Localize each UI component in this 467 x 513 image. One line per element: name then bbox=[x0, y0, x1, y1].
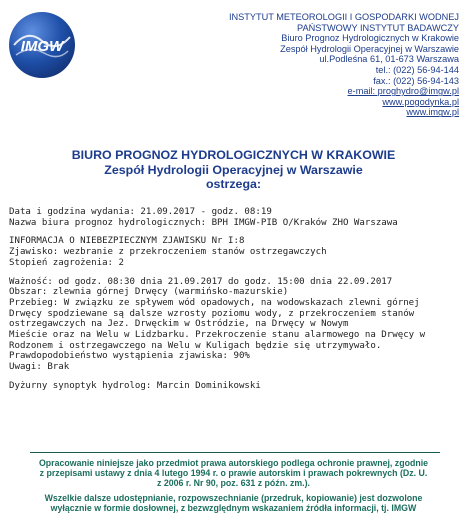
fax: fax.: (022) 56-94-143 bbox=[373, 75, 459, 86]
institute-contact-block bbox=[89, 12, 459, 118]
duty-forecaster: Dyżurny synoptyk hydrolog: Marcin Dominikowski bbox=[9, 380, 261, 391]
hazard-degree: Stopień zagrożenia: 2 bbox=[9, 257, 124, 268]
remarks: Uwagi: Brak bbox=[9, 362, 70, 373]
copyright-line: z przepisami ustawy z dnia 4 lutego 1994 r. o prawie autorskim i prawach pokrewnych (Dz. U. bbox=[39, 468, 428, 479]
warning-body bbox=[9, 207, 459, 392]
probability: Prawdopodobieństwo wystąpienia zjawiska: 90% bbox=[9, 351, 250, 362]
title-line-team: Zespół Hydrologii Operacyjnej w Warszawie bbox=[104, 162, 363, 177]
course-line: Drwęcy spodziewane są dalsze wzrosty poziomu wody, z przekroczeniem stanów bbox=[9, 308, 415, 319]
course-line: Przebieg: W związku ze spływem wód opadowych, na wodowskazach zlewni górnej bbox=[9, 297, 420, 308]
phone: tel.: (022) 56-94-144 bbox=[375, 64, 459, 75]
copyright-footer bbox=[0, 458, 467, 513]
email-link[interactable]: e-mail: proghydro@imgw.pl bbox=[347, 86, 459, 97]
logo-text: IMGW bbox=[20, 38, 64, 55]
area: Obszar: zlewnia górnej Drwęcy (warmińsko-mazurskie) bbox=[9, 287, 289, 298]
institute-name: INSTYTUT METEOROLOGII I GOSPODARKI WODNEJ bbox=[228, 12, 459, 22]
copyright-line: Opracowanie niniejsze jako przedmiot prawa autorskiego podlega ochronie prawnej, zgodnie bbox=[38, 458, 429, 468]
validity: Ważność: od godz. 08:30 dnia 21.09.2017 do godz. 15:00 dnia 22.09.2017 bbox=[9, 276, 393, 287]
info-number: INFORMACJA O NIEBEZPIECZNYM ZJAWISKU Nr I:8 bbox=[9, 236, 245, 247]
course-line: ostrzegawczych na Jez. Drwęckim w Ostródzie, na Drwęcy w Nowym bbox=[9, 319, 349, 330]
pogodynka-link[interactable]: www.pogodynka.pl bbox=[382, 96, 459, 107]
distribution-line: Wszelkie dalsze udostępnianie, rozpowszechnianie (przedruk, kopiowanie) jest dozwolone bbox=[44, 492, 423, 503]
document-header bbox=[0, 0, 467, 138]
institute-status: PAŃSTWOWY INSTYTUT BADAWCZY bbox=[297, 22, 459, 33]
distribution-line: wyłącznie w formie dosłownej, z bezwzględnym wskazaniem źródła informacji, tj. IMGW bbox=[50, 502, 417, 513]
footer-divider bbox=[30, 452, 440, 453]
imgw-logo-icon bbox=[8, 11, 76, 79]
course-line: Mieście oraz na Welu w Lidzbarku. Przekroczenie stanu alarmowego na Drwęcy w bbox=[9, 330, 426, 341]
title-line-office: BIURO PROGNOZ HYDROLOGICZNYCH W KRAKOWIE bbox=[71, 148, 396, 162]
issue-date: Data i godzina wydania: 21.09.2017 - godz. 08:19 bbox=[9, 207, 272, 217]
address: ul.Podleśna 61, 01-673 Warszawa bbox=[319, 54, 459, 65]
warning-title bbox=[0, 148, 467, 192]
office-name: Biuro Prognoz Hydrologicznych w Krakowie bbox=[281, 33, 459, 44]
title-line-warns: ostrzega: bbox=[205, 177, 262, 192]
copyright-line: z 2006 r. Nr 90, poz. 631 z późn. zm.). bbox=[156, 478, 311, 489]
imgw-link[interactable]: www.imgw.pl bbox=[406, 107, 459, 118]
team-name: Zespół Hydrologii Operacyjnej w Warszawie bbox=[280, 43, 459, 54]
office-line: Nazwa biura prognoz hydrologicznych: BPH IMGW-PIB O/Kraków ZHO Warszawa bbox=[9, 217, 398, 228]
phenomenon: Zjawisko: wezbranie z przekroczeniem stanów ostrzegawczych bbox=[9, 247, 327, 258]
course-line: Rodzonem i ostrzegawczego na Welu w Kuligach będzie się utrzymywało. bbox=[9, 340, 382, 351]
